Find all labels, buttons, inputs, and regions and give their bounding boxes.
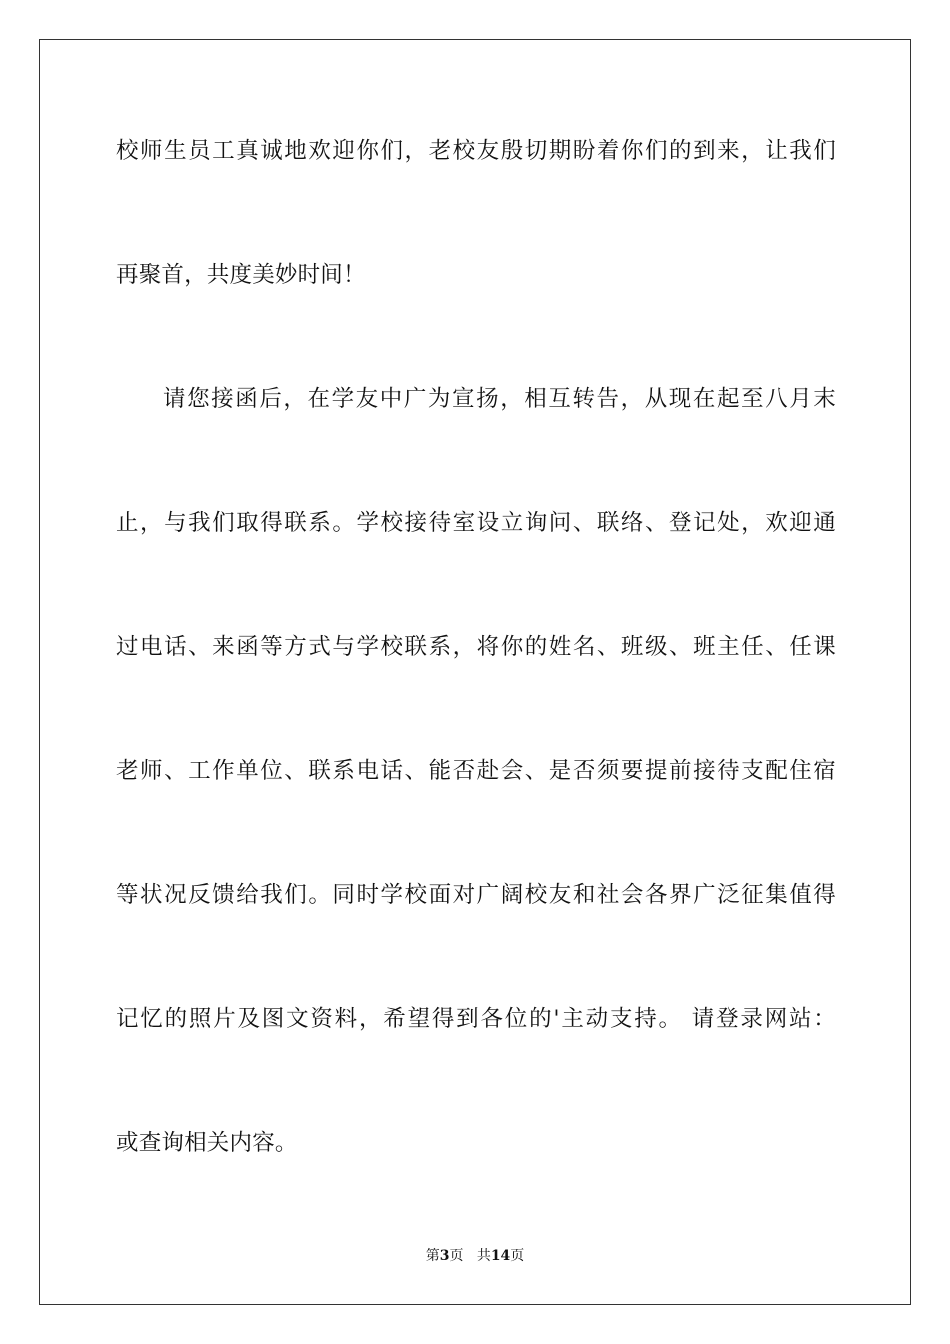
body-line-1: 校师生员工真诚地欢迎你们，老校友殷切期盼着你们的到来，让我们 [116,138,836,164]
body-line-5: 过电话、来函等方式与学校联系，将你的姓名、班级、班主任、任课 [116,634,836,660]
body-line-8: 记忆的照片及图文资料，希望得到各位的'主动支持。 请登录网站： [116,1006,836,1032]
footer-page-suffix: 页 [449,1248,464,1264]
footer-page-number: 3 [439,1248,450,1264]
body-line-6: 老师、工作单位、联系电话、能否赴会、是否须要提前接待支配住宿 [116,758,836,784]
body-line-2: 再聚首，共度美妙时间！ [116,262,366,288]
footer-total-suffix: 页 [510,1248,525,1264]
page-footer [0,1247,950,1265]
footer-page-prefix: 第 [425,1248,440,1264]
footer-total-pages: 14 [490,1248,511,1264]
body-line-9: 或查询相关内容。 [116,1130,298,1156]
body-line-7: 等状况反馈给我们。同时学校面对广阔校友和社会各界广泛征集值得 [116,882,836,908]
paragraph-2-line-1: 请您接函后，在学友中广为宣扬，相互转告，从现在起至八月末 [163,386,836,412]
body-line-4: 止，与我们取得联系。学校接待室设立询问、联络、登记处，欢迎通 [116,510,836,536]
page-border [39,39,911,1305]
footer-total-prefix: 共 [476,1248,491,1264]
